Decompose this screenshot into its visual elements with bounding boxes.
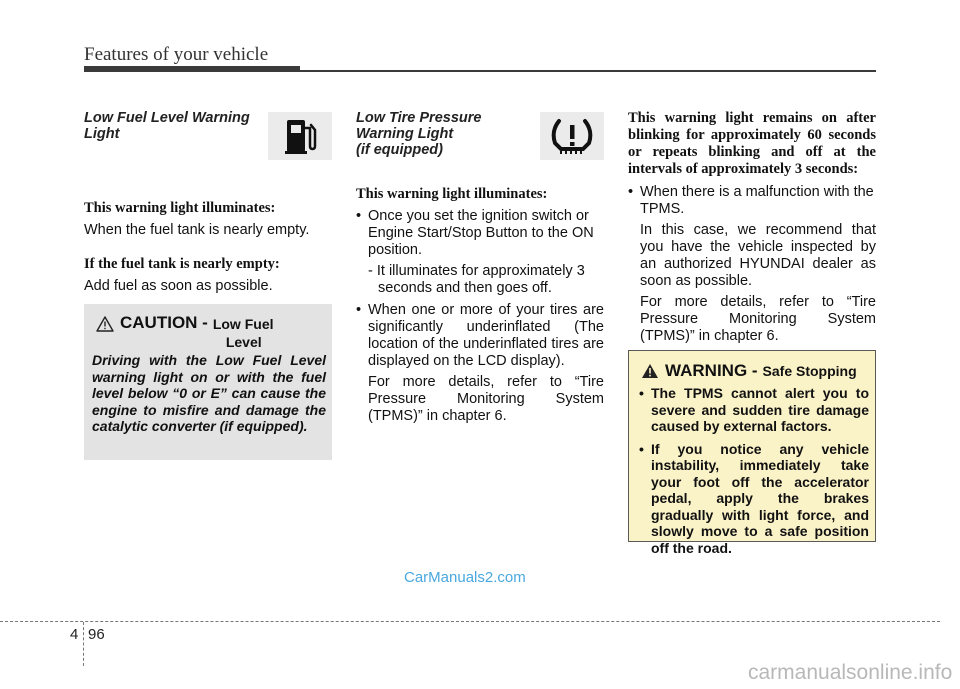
page-number: 96 [88,626,105,643]
low-fuel-empty-text: Add fuel as soon as possible. [84,278,273,294]
caution-text: Driving with the Low Fuel Level warning light on or with the fuel level below “0 or E” can cause the engine to misfire and damage the catalytic converter (if equipped). [92,352,326,434]
tpms-bullet-1-cont-1: In this case, we recommend that you have the vehicle inspected by an authorized HYUNDAI dealer as soon as possible. [640,222,876,289]
low-fuel-illuminates-text: When the fuel tank is nearly empty. [84,222,310,238]
page-chapter-number: 4 [70,626,79,643]
low-fuel-empty-heading: If the fuel tank is nearly empty: [84,256,280,272]
warning-triangle-icon [641,363,659,379]
caution-triangle-icon [96,316,114,332]
caution-header [96,314,274,351]
section-header-title: Features of your vehicle [84,44,269,65]
fuel-pump-icon [268,112,332,160]
caution-subject [213,315,274,351]
caution-label: CAUTION - [120,313,208,332]
footer-rule [0,621,940,622]
low-tire-dash-1: - It illuminates for approximately 3 seconds and then goes off. [368,263,585,296]
tpms-blink-heading: This warning light remains on after blinking for approximately 60 seconds or repeats blinking and off at the intervals of approximately 3 seconds: [628,110,876,177]
watermark-center[interactable]: CarManuals2.com [404,569,526,586]
low-tire-bullet-1: • Once you set the ignition switch or Engine Start/Stop Button to the ON position. [356,208,604,259]
low-tire-illuminates-heading: This warning light illuminates: [356,186,548,202]
caution-subject-line2: Level [225,334,262,350]
warning-label: WARNING - [665,361,758,380]
tpms-bullet-1-cont-2: For more details, refer to “Tire Pressure Monitoring System (TPMS)” in chapter 6. [640,294,876,344]
warning-bullets [639,385,869,556]
low-tire-title-line1: Low Tire Pressure [356,110,482,126]
caution-box [84,304,332,460]
warning-bullet-2: • If you notice any vehicle instability, immediately take your foot off the accelerator pedal, apply the brakes gradually with light force, and slowly move to a safe position off the road. [639,441,869,557]
low-tire-bullet-2: • When one or more of your tires are significantly underinflated (The location of the underinflated tires are displayed on the LCD display). [356,302,604,370]
warning-header [641,361,857,381]
watermark-corner: carmanualsonline.info [748,661,953,684]
warning-box [628,350,876,556]
low-tire-bullet-2-cont: For more details, refer to “Tire Pressure Monitoring System (TPMS)” in chapter 6. [368,374,604,424]
warning-subject: Safe Stopping [762,363,857,379]
warning-bullet-1: • The TPMS cannot alert you to severe and sudden tire damage caused by external factors. [639,385,869,435]
low-tire-title-line2: Warning Light [356,126,454,142]
low-tire-title-line3: (if equipped) [356,142,443,158]
footer-vertical-rule [83,622,84,666]
low-fuel-title: Low Fuel Level Warning Light [84,110,250,142]
header-rule-thick [84,66,300,72]
caution-subject-line1: Low Fuel [212,316,274,332]
tpms-blink-section [628,110,876,345]
low-fuel-illuminates-heading: This warning light illuminates: [84,200,276,216]
tpms-bullet-1: • When there is a malfunction with the TPMS. [628,184,876,218]
header-rule-thin [300,70,876,72]
tire-pressure-warning-icon [540,112,604,160]
